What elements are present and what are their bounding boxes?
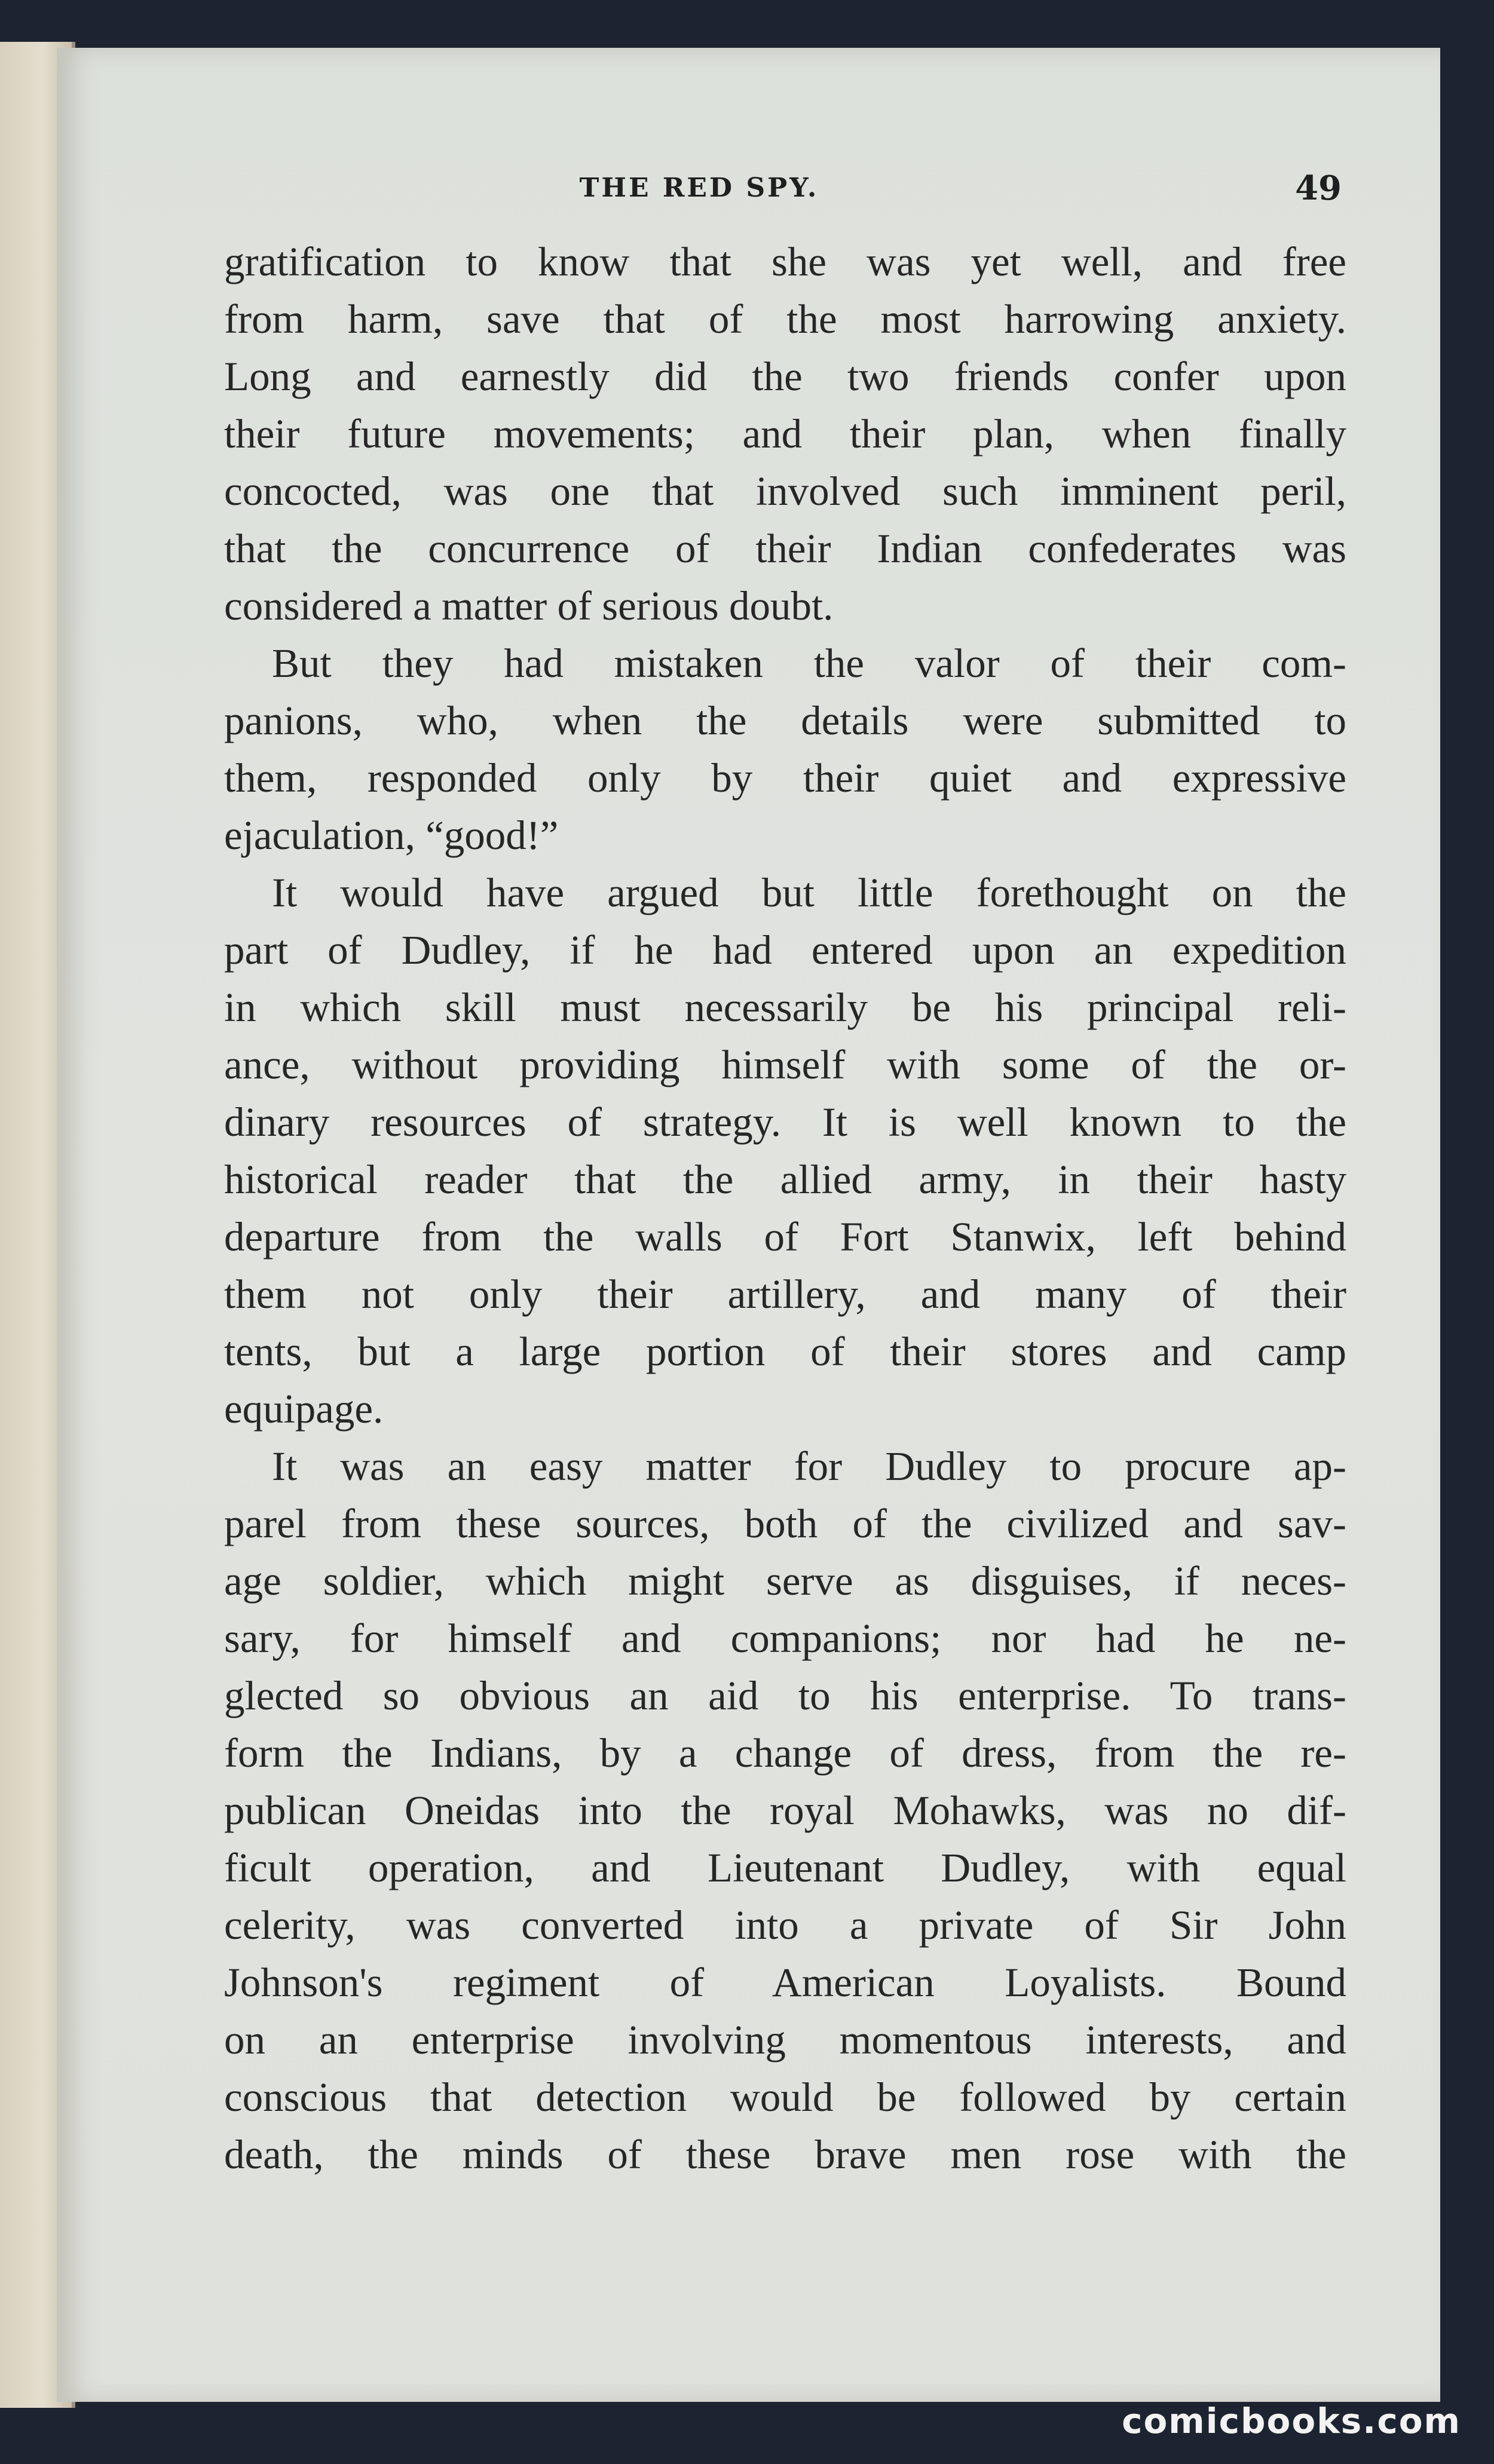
text-line: glected so obvious an aid to his enterprise. To trans-: [224, 1673, 1346, 1718]
text-line: equipage.: [224, 1386, 384, 1432]
page-number: 49: [1295, 168, 1342, 208]
text-line: sary, for himself and companions; nor had he ne-: [224, 1616, 1346, 1661]
body-text: [224, 233, 1346, 2183]
text-line: from harm, save that of the most harrowing anxiety.: [224, 296, 1346, 342]
text-line: But they had mistaken the valor of their com-: [272, 640, 1346, 686]
text-line: It was an easy matter for Dudley to procure ap-: [272, 1444, 1346, 1489]
text-line: dinary resources of strategy. It is well known to the: [224, 1099, 1346, 1145]
paragraph: [224, 864, 1346, 1438]
text-line: their future movements; and their plan, when finally: [224, 411, 1346, 456]
text-line: considered a matter of serious doubt.: [224, 583, 834, 629]
paragraph: [224, 1438, 1346, 2183]
paragraph: [224, 233, 1346, 635]
text-line: death, the minds of these brave men rose with the: [224, 2132, 1346, 2177]
text-line: publican Oneidas into the royal Mohawks, was no dif-: [224, 1788, 1346, 1833]
text-line: Long and earnestly did the two friends confer upon: [224, 354, 1346, 399]
text-line: Johnson's regiment of American Loyalists. Bound: [224, 1960, 1346, 2005]
text-line: in which skill must necessarily be his principal reli-: [224, 985, 1346, 1030]
text-line: historical reader that the allied army, in their hasty: [224, 1157, 1346, 1202]
text-line: age soldier, which might serve as disguises, if neces-: [224, 1558, 1346, 1604]
text-line: form the Indians, by a change of dress, from the re-: [224, 1730, 1346, 1776]
text-line: departure from the walls of Fort Stanwix, left behind: [224, 1214, 1346, 1259]
watermark: comicbooks.com: [1122, 2401, 1461, 2441]
text-line: part of Dudley, if he had entered upon an expedition: [224, 927, 1346, 973]
text-line: It would have argued but little forethought on the: [272, 870, 1346, 915]
text-line: them, responded only by their quiet and expressive: [224, 755, 1346, 801]
text-line: on an enterprise involving momentous interests, and: [224, 2017, 1346, 2062]
text-line: tents, but a large portion of their stores and camp: [224, 1329, 1346, 1374]
text-line: panions, who, when the details were submitted to: [224, 698, 1346, 743]
text-line: gratification to know that she was yet well, and free: [224, 239, 1346, 284]
text-line: them not only their artillery, and many of their: [224, 1271, 1346, 1317]
text-line: ficult operation, and Lieutenant Dudley, with equal: [224, 1845, 1346, 1890]
running-title: THE RED SPY.: [579, 173, 819, 203]
text-line: ejaculation, “good!”: [224, 813, 559, 858]
text-line: parel from these sources, both of the civilized and sav-: [224, 1501, 1346, 1546]
text-line: conscious that detection would be followed by certain: [224, 2074, 1346, 2120]
text-line: celerity, was converted into a private of Sir John: [224, 1902, 1346, 1948]
text-line: that the concurrence of their Indian confederates was: [224, 526, 1346, 571]
paragraph: [224, 635, 1346, 864]
text-line: ance, without providing himself with some of the or-: [224, 1042, 1346, 1087]
text-line: concocted, was one that involved such imminent peril,: [224, 468, 1346, 514]
running-head: [57, 167, 1342, 209]
